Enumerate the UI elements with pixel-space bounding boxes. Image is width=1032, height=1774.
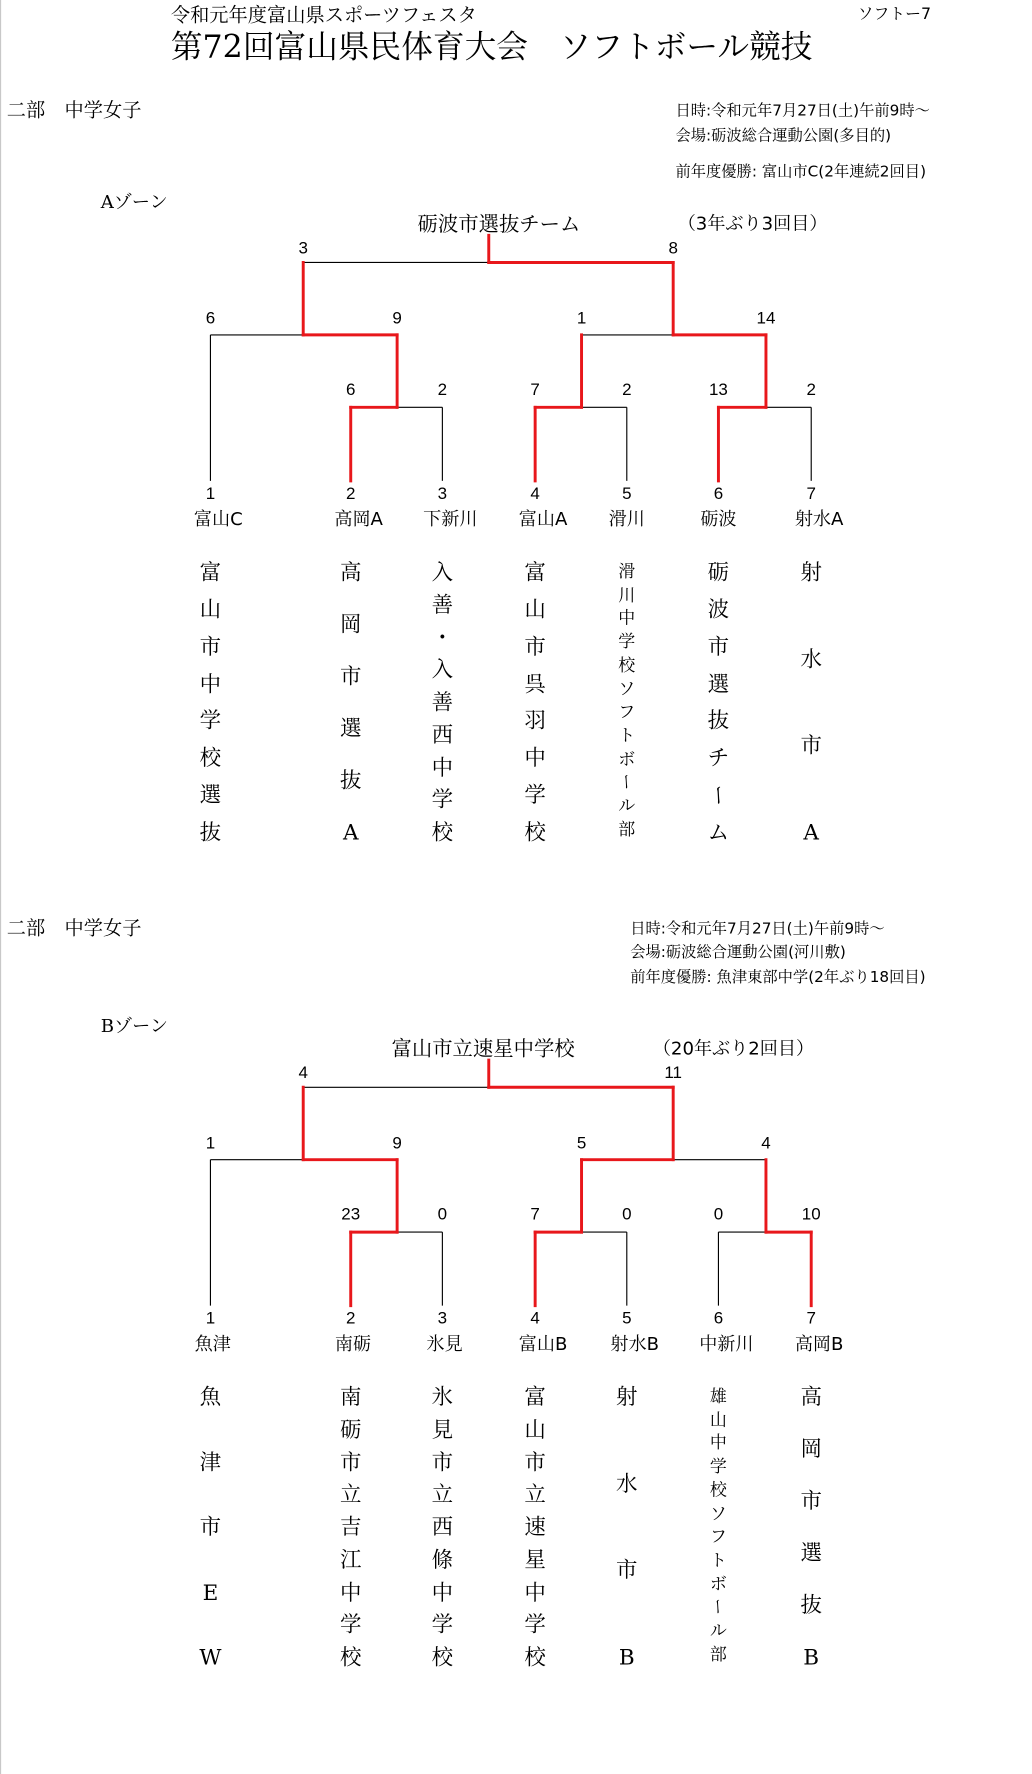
vertical-char: 校 xyxy=(618,654,636,676)
vertical-char: フ xyxy=(618,701,636,723)
vertical-char: 岡 xyxy=(800,1436,822,1462)
vertical-char: 校 xyxy=(431,820,454,846)
score-final-right: 11 xyxy=(664,1063,682,1083)
team-full-name xyxy=(794,1386,828,1669)
vertical-char: 学 xyxy=(709,1456,727,1477)
vertical-char: 波 xyxy=(707,597,730,623)
champion-note: （3年ぶり3回目） xyxy=(677,212,828,235)
vertical-char: 高 xyxy=(800,1384,822,1410)
vertical-char: 市 xyxy=(339,664,362,690)
vertical-char: 中 xyxy=(524,1580,546,1605)
team-short-name: 滑川 xyxy=(608,507,645,530)
team-full-name xyxy=(610,562,644,838)
bracket-lines xyxy=(1,825,1032,1323)
previous-winner: 前年度優勝: 富山市C(2年連続2回目) xyxy=(675,162,927,182)
team-short-name: 氷見 xyxy=(426,1332,463,1355)
team-number: 5 xyxy=(622,484,632,504)
vertical-char: 学 xyxy=(431,1612,454,1638)
vertical-char: 選 xyxy=(339,716,362,742)
sheet-id: ソフトー7 xyxy=(857,5,932,24)
match-date: 日時:令和元年7月27日(土)午前9時～ xyxy=(630,919,885,938)
vertical-char: 山 xyxy=(524,597,546,623)
team-number: 3 xyxy=(437,484,448,504)
vertical-char: 市 xyxy=(199,634,222,660)
zone-a xyxy=(1,0,1032,860)
vertical-char: 抜 xyxy=(199,820,222,846)
score-final-left: 4 xyxy=(298,1063,308,1083)
score-r1m3-right: 2 xyxy=(806,380,816,400)
vertical-char: チ xyxy=(707,745,730,771)
team-full-name xyxy=(701,561,735,844)
score-r1m3-left: 13 xyxy=(708,380,728,400)
team-short-name: 高岡A xyxy=(334,507,383,530)
vertical-char: フ xyxy=(709,1526,727,1547)
score-r1m1-left: 23 xyxy=(341,1204,361,1225)
team-short-name: 中新川 xyxy=(699,1332,754,1355)
vertical-char: 校 xyxy=(431,1645,454,1670)
vertical-char: 市 xyxy=(339,1449,362,1475)
vertical-char: 市 xyxy=(707,634,730,660)
team-number: 2 xyxy=(346,1309,356,1329)
team-number: 1 xyxy=(205,484,216,504)
vertical-char: 水 xyxy=(616,1471,638,1497)
team-full-name xyxy=(518,1386,552,1669)
vertical-char: 市 xyxy=(800,1488,822,1514)
vertical-char: 山 xyxy=(709,1409,727,1430)
vertical-char: 部 xyxy=(709,1643,727,1665)
vertical-char: 校 xyxy=(524,1645,546,1670)
vertical-char: 呉 xyxy=(524,671,546,697)
team-number: 3 xyxy=(437,1309,448,1329)
vertical-char: 選 xyxy=(199,782,222,808)
vertical-char: A xyxy=(803,820,819,846)
event-name: 令和元年度富山県スポーツフェスタ xyxy=(170,4,477,28)
score-r1m2-right: 0 xyxy=(622,1204,632,1225)
team-short-name: 魚津 xyxy=(194,1332,231,1355)
team-full-name xyxy=(701,1387,735,1663)
vertical-char: 高 xyxy=(339,560,362,585)
vertical-char: 抜 xyxy=(707,708,730,734)
vertical-char: 中 xyxy=(199,671,222,697)
score-semi2-left: 5 xyxy=(576,1133,587,1153)
score-final-left: 3 xyxy=(298,238,308,258)
vertical-char: 山 xyxy=(199,597,222,623)
bracket-lines xyxy=(1,0,1032,498)
team-short-name: 射水B xyxy=(610,1332,660,1355)
champion-note: （20年ぶり2回目） xyxy=(652,1037,815,1059)
vertical-char: 西 xyxy=(431,722,454,748)
vertical-char: B xyxy=(803,1645,820,1670)
team-number: 7 xyxy=(806,1309,816,1329)
team-full-name xyxy=(794,561,828,844)
vertical-char: 中 xyxy=(618,608,636,629)
team-number: 2 xyxy=(346,484,356,504)
vertical-char: ー xyxy=(708,1598,729,1616)
division-label: 二部 中学女子 xyxy=(6,99,142,123)
vertical-char: 羽 xyxy=(524,708,546,734)
vertical-char: 魚 xyxy=(199,1384,222,1410)
vertical-char: 市 xyxy=(800,733,822,759)
vertical-char: 中 xyxy=(524,745,546,771)
vertical-char: 岡 xyxy=(339,612,362,637)
score-r1m1-right: 2 xyxy=(437,380,448,400)
team-short-name: 富山A xyxy=(518,507,568,530)
score-r1m1-right: 0 xyxy=(437,1204,448,1225)
vertical-char: 校 xyxy=(339,1645,362,1670)
vertical-char: W xyxy=(199,1645,222,1670)
vertical-char: 雄 xyxy=(709,1385,727,1407)
vertical-char: 速 xyxy=(524,1514,546,1540)
team-short-name: 射水A xyxy=(794,507,844,530)
team-number: 6 xyxy=(713,484,724,504)
vertical-char: 山 xyxy=(524,1417,546,1443)
vertical-char: 射 xyxy=(800,560,822,585)
score-semi2-left: 1 xyxy=(576,308,587,329)
score-semi1-left: 6 xyxy=(205,308,216,329)
score-semi1-right: 9 xyxy=(392,1133,402,1153)
vertical-char: 善 xyxy=(431,690,454,716)
vertical-char: 学 xyxy=(618,631,636,652)
vertical-char: 南 xyxy=(339,1384,362,1410)
vertical-char: 抜 xyxy=(800,1593,822,1618)
vertical-char: 学 xyxy=(339,1612,362,1638)
team-full-name xyxy=(518,561,552,844)
vertical-char: 校 xyxy=(199,745,222,771)
vertical-char: 市 xyxy=(431,1449,454,1475)
team-full-name xyxy=(610,1386,644,1669)
vertical-char: 富 xyxy=(524,560,546,585)
team-number: 1 xyxy=(205,1309,216,1329)
score-r1m3-right: 10 xyxy=(801,1204,821,1225)
vertical-char: ・ xyxy=(431,625,454,650)
vertical-char: 校 xyxy=(709,1479,727,1501)
vertical-char: 富 xyxy=(199,560,222,585)
vertical-char: 條 xyxy=(431,1547,454,1573)
score-final-right: 8 xyxy=(668,238,678,258)
vertical-char: 市 xyxy=(524,634,546,660)
score-r1m3-left: 0 xyxy=(713,1204,724,1225)
vertical-char: 学 xyxy=(524,1612,546,1638)
vertical-char: 津 xyxy=(199,1449,222,1475)
match-venue: 会場:砺波総合運動公園(多目的) xyxy=(675,126,892,145)
score-r1m1-left: 6 xyxy=(346,380,356,400)
vertical-char: ル xyxy=(618,795,636,816)
vertical-char: 水 xyxy=(800,646,822,672)
vertical-char: ー xyxy=(616,773,637,791)
score-r1m2-left: 7 xyxy=(530,1204,540,1225)
previous-winner: 前年度優勝: 魚津東部中学(2年ぶり18回目) xyxy=(630,968,926,987)
vertical-char: ル xyxy=(709,1620,727,1641)
vertical-char: ム xyxy=(707,820,730,846)
vertical-char: 学 xyxy=(524,782,546,808)
vertical-char: ボ xyxy=(709,1573,727,1594)
team-full-name xyxy=(334,561,368,844)
team-full-name xyxy=(425,561,459,844)
vertical-char: 氷 xyxy=(431,1384,454,1410)
vertical-char: ソ xyxy=(618,678,636,699)
vertical-char: 中 xyxy=(709,1432,727,1454)
vertical-char: B xyxy=(618,1645,635,1670)
vertical-char: ト xyxy=(709,1550,727,1571)
vertical-char: 中 xyxy=(339,1580,362,1605)
vertical-char: 川 xyxy=(618,584,636,605)
vertical-char: ー xyxy=(705,784,731,807)
team-number: 4 xyxy=(530,484,540,504)
vertical-char: 見 xyxy=(431,1417,454,1443)
team-full-name xyxy=(425,1386,459,1669)
vertical-char: 部 xyxy=(618,819,636,840)
team-short-name: 南砺 xyxy=(334,1332,372,1355)
vertical-char: 立 xyxy=(339,1482,362,1508)
vertical-char: 砺 xyxy=(707,560,730,585)
score-semi2-right: 14 xyxy=(756,308,776,329)
division-label: 二部 中学女子 xyxy=(6,917,142,941)
vertical-char: 富 xyxy=(524,1384,546,1410)
team-number: 6 xyxy=(713,1309,724,1329)
vertical-char: 選 xyxy=(800,1540,822,1566)
team-short-name: 高岡B xyxy=(794,1332,844,1355)
vertical-char: 校 xyxy=(524,820,546,846)
vertical-char: 滑 xyxy=(618,561,636,582)
vertical-char: E xyxy=(202,1580,219,1605)
team-full-name xyxy=(193,561,227,844)
team-number: 7 xyxy=(806,484,816,504)
vertical-char: 入 xyxy=(431,657,454,683)
score-semi1-left: 1 xyxy=(205,1133,216,1153)
zone-label: Bゾーン xyxy=(100,1014,168,1037)
vertical-char: ボ xyxy=(618,748,636,770)
score-r1m2-left: 7 xyxy=(530,380,540,400)
vertical-char: 星 xyxy=(524,1547,546,1573)
score-semi2-right: 4 xyxy=(761,1133,771,1153)
team-short-name: 砺波 xyxy=(700,507,737,530)
vertical-char: 善 xyxy=(431,592,454,618)
vertical-char: 市 xyxy=(199,1514,222,1540)
vertical-char: 江 xyxy=(339,1547,362,1573)
vertical-char: 学 xyxy=(431,787,454,813)
vertical-char: 中 xyxy=(431,755,454,781)
vertical-char: 市 xyxy=(524,1449,546,1475)
match-venue: 会場:砺波総合運動公園(河川敷) xyxy=(630,943,846,962)
team-number: 5 xyxy=(622,1309,632,1329)
team-short-name: 下新川 xyxy=(423,507,478,530)
vertical-char: 吉 xyxy=(339,1514,362,1540)
vertical-char: 選 xyxy=(707,671,730,697)
zone-b xyxy=(1,825,1032,1685)
match-date: 日時:令和元年7月27日(土)午前9時～ xyxy=(675,101,930,120)
page-title: 第72回富山県民体育大会 ソフトボール競技 xyxy=(170,28,813,66)
vertical-char: 学 xyxy=(199,708,222,734)
champion-name: 富山市立速星中学校 xyxy=(391,1037,575,1062)
team-short-name: 富山C xyxy=(193,507,243,530)
team-number: 4 xyxy=(530,1309,540,1329)
vertical-char: 西 xyxy=(431,1514,454,1540)
vertical-char: 市 xyxy=(616,1558,638,1584)
vertical-char: 入 xyxy=(431,560,454,585)
team-full-name xyxy=(334,1386,368,1669)
team-full-name xyxy=(193,1386,227,1669)
vertical-char: 射 xyxy=(616,1384,638,1410)
zone-label: Aゾーン xyxy=(100,191,168,213)
vertical-char: ソ xyxy=(709,1503,727,1524)
vertical-char: 砺 xyxy=(339,1417,362,1443)
vertical-char: 立 xyxy=(431,1482,454,1508)
score-r1m2-right: 2 xyxy=(622,380,632,400)
vertical-char: 立 xyxy=(524,1482,546,1508)
vertical-char: ト xyxy=(618,725,636,746)
vertical-char: 抜 xyxy=(339,768,362,794)
team-short-name: 富山B xyxy=(518,1332,568,1355)
vertical-char: A xyxy=(342,820,359,846)
vertical-char: 中 xyxy=(431,1580,454,1605)
score-semi1-right: 9 xyxy=(392,308,402,329)
champion-name: 砺波市選抜チーム xyxy=(417,212,581,237)
